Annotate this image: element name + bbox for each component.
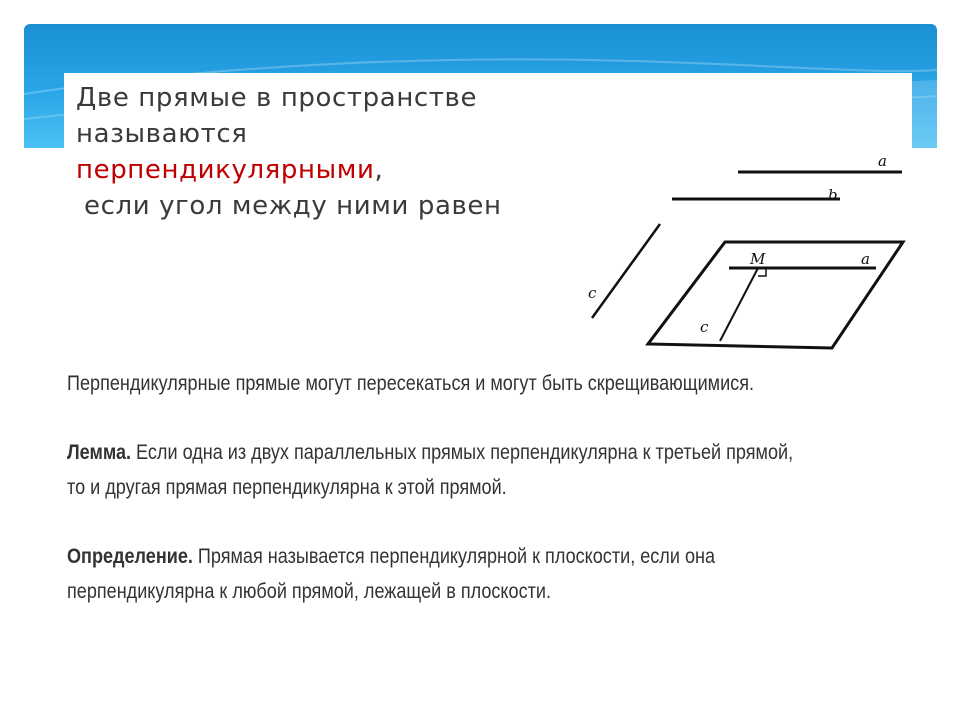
label-a: a — [878, 152, 887, 170]
slide-title — [76, 80, 656, 224]
label-c-left: c — [588, 284, 597, 302]
lemma-term: Лемма. — [67, 441, 132, 464]
definition-term: Определение. — [67, 545, 193, 568]
label-a-plane: a — [861, 250, 870, 268]
label-b: b — [828, 186, 838, 204]
line-c-left — [592, 224, 660, 318]
definition-text: Прямая называется перпендикулярной к плоскости, если она перпендикулярна к любой прямой, лежащей в плоскости. — [67, 545, 716, 603]
paragraph-1 — [67, 366, 807, 401]
title-part1: Две прямые в пространстве называются — [76, 83, 478, 149]
title-highlight: перпендикулярными — [76, 155, 375, 185]
title-comma: , — [374, 155, 384, 185]
paragraph-lemma — [67, 435, 807, 505]
lemma-text: Если одна из двух параллельных прямых перпендикулярна к третьей прямой, то и другая прямая перпендикулярна к этой прямой. — [67, 441, 794, 499]
geometry-figure — [578, 148, 918, 358]
title-part2: если угол между ними равен — [84, 191, 502, 221]
body-text — [67, 366, 807, 643]
paragraph-definition — [67, 539, 807, 609]
label-c-plane: c — [700, 318, 709, 336]
line-c-plane — [720, 268, 758, 341]
label-m: M — [750, 250, 766, 268]
paragraph-1-text: Перпендикулярные прямые могут пересекаться и могут быть скрещивающимися. — [67, 372, 755, 395]
